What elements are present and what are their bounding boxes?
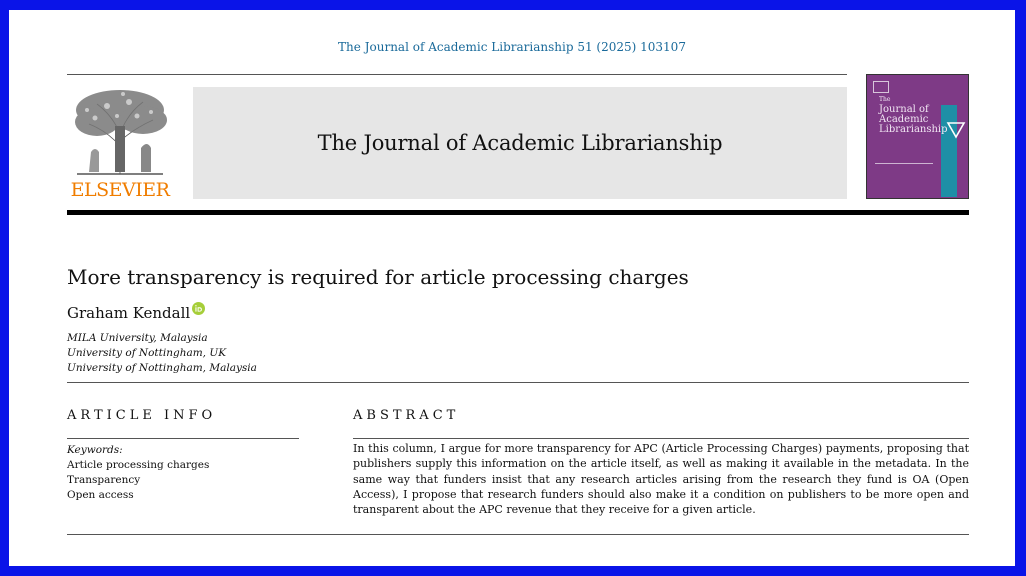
keywords-list: [67, 458, 209, 503]
header-top-rule: [67, 74, 847, 75]
author-line: [67, 304, 205, 322]
keyword-item: Transparency: [67, 474, 141, 486]
cover-footer-line: [875, 163, 933, 164]
affiliation: University of Nottingham, UK: [67, 347, 227, 359]
abstract-heading: ABSTRACT: [353, 408, 460, 423]
affiliation: MILA University, Malaysia: [67, 332, 208, 344]
elsevier-wordmark: ELSEVIER: [70, 179, 170, 201]
journal-banner: [193, 87, 847, 199]
abstract-text: In this column, I argue for more transparency for APC (Article Processing Charges) payments, proposing that publishers supply this information on the article itself, as well as making it available in the metadata. In the same way that funders insist that any research articles arising from the research they fund is OA (Open Access), I propose that research funders should also make it a condition on publishers to be more open and transparent about the APC revenue that they receive for a given article.: [353, 442, 969, 517]
cover-title-line: The: [879, 96, 891, 103]
journal-cover-image[interactable]: [866, 74, 969, 199]
journal-citation-link[interactable]: The Journal of Academic Librarianship 51 (2025) 103107: [338, 40, 686, 54]
article-title: More transparency is required for article processing charges: [67, 265, 689, 289]
cover-triangle-icon: [946, 121, 966, 139]
keyword-item: Open access: [67, 489, 134, 501]
article-page: [9, 10, 1015, 566]
cover-title-line: Librarianship: [879, 124, 948, 135]
abstract-bottom-rule: [67, 534, 969, 535]
orcid-icon[interactable]: [192, 302, 205, 315]
cover-title-line: Journal of: [879, 104, 929, 115]
cover-title-line: Academic: [879, 114, 929, 125]
header-bottom-rule: [67, 210, 969, 215]
cover-publisher-mark: [873, 81, 889, 93]
author-name[interactable]: Graham Kendall: [67, 304, 191, 322]
affiliations-rule: [67, 382, 969, 383]
keyword-item: Article processing charges: [67, 459, 210, 471]
journal-banner-title: The Journal of Academic Librarianship: [317, 131, 723, 155]
article-info-rule: [67, 438, 299, 439]
abstract-rule: [353, 438, 969, 439]
article-info-heading: ARTICLE INFO: [67, 408, 217, 423]
affiliation: University of Nottingham, Malaysia: [67, 362, 257, 374]
keywords-label: Keywords:: [67, 444, 123, 456]
affiliations: [67, 331, 257, 376]
